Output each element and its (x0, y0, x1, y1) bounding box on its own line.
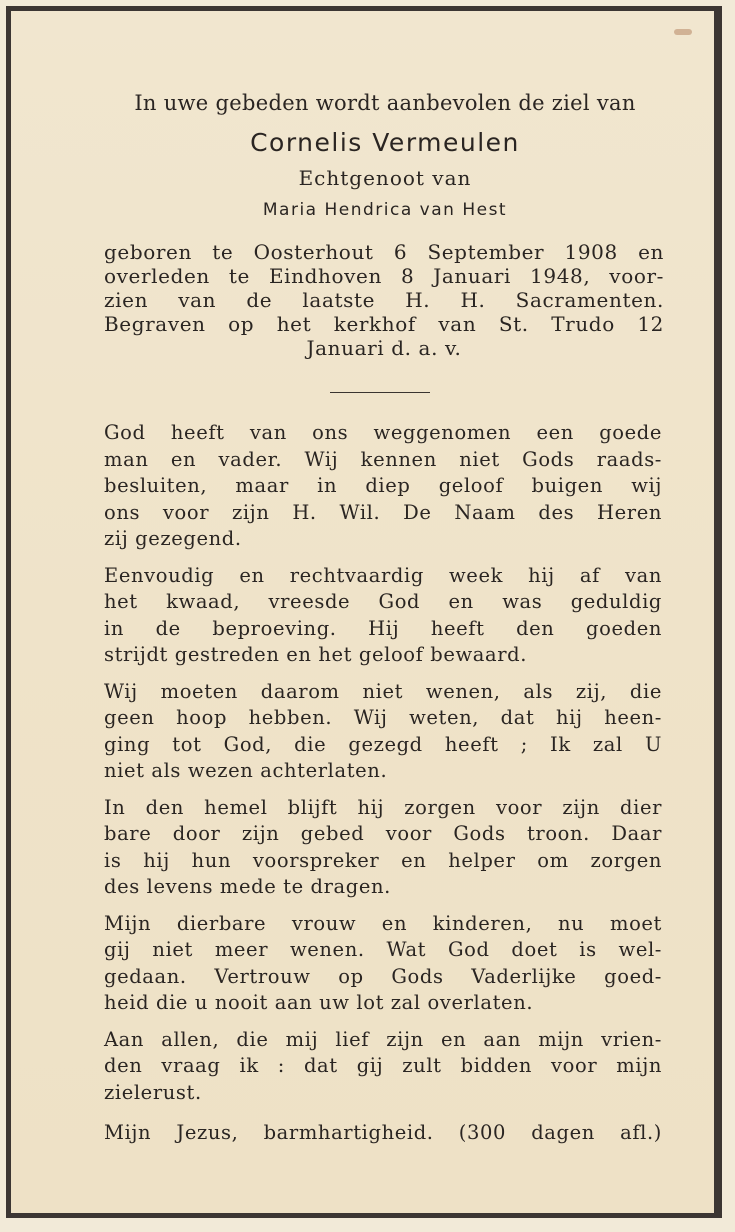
text-line: Eenvoudig en rechtvaardig week hij af van (104, 563, 662, 587)
details-line: Begraven op het kerkhof van St. Trudo 12 (104, 312, 664, 336)
closing-prayer (104, 1120, 662, 1147)
text-line: ons voor zijn H. Wil. De Naam des Heren (104, 500, 662, 524)
details-line: overleden te Eindhoven 8 Januari 1948, voor- (104, 264, 664, 288)
text-line: heid die u nooit aan uw lot zal overlaten. (104, 991, 534, 1014)
text-line: besluiten, maar in diep geloof buigen wij (104, 474, 662, 497)
paragraph (104, 420, 662, 553)
spouse-name: Maria Hendrica van Hest (262, 200, 508, 220)
details-line: geboren te Oosterhout 6 September 1908 en (104, 240, 664, 264)
details-line: zien van de laatste H. H. Sacramenten. (104, 288, 664, 312)
paragraph (104, 911, 662, 1017)
intro-line: In uwe gebeden wordt aanbevolen de ziel van (134, 91, 636, 115)
text-line: man en vader. Wij kennen niet Gods raads- (104, 447, 662, 471)
text-line: des levens mede te dragen. (104, 875, 391, 898)
stain-mark (674, 29, 692, 35)
text-line: Mijn dierbare vrouw en kinderen, nu moet (104, 911, 662, 935)
paragraph (104, 795, 662, 901)
closing-line: Mijn Jezus, barmhartigheid. (300 dagen afl.) (104, 1121, 662, 1144)
text-line: het kwaad, vreesde God en was geduldig (104, 590, 662, 613)
text-line: gedaan. Vertrouw op Gods Vaderlijke goed- (104, 964, 662, 988)
text-line: den vraag ik : dat gij zult bidden voor mijn (104, 1054, 662, 1077)
deceased-name: Cornelis Vermeulen (250, 128, 520, 157)
paragraph (104, 679, 662, 785)
text-line: in de beproeving. Hij heeft den goeden (104, 616, 662, 640)
text-line: niet als wezen achterlaten. (104, 759, 388, 782)
text-line: God heeft van ons weggenomen een goede (104, 421, 662, 444)
text-line: geen hoop hebben. Wij weten, dat hij heen- (104, 706, 662, 729)
text-line: ging tot God, die gezegd heeft ; Ik zal U (104, 732, 662, 756)
prayer-text (104, 420, 662, 1147)
text-line: In den hemel blijft hij zorgen voor zijn dier (104, 795, 662, 819)
relation-line: Echtgenoot van (298, 166, 472, 190)
text-line: Aan allen, die mij lief zijn en aan mijn vrien- (104, 1027, 662, 1051)
text-line: strijdt gestreden en het geloof bewaard. (104, 643, 528, 666)
text-line: Wij moeten daarom niet wenen, als zij, die (104, 679, 662, 703)
card-header (90, 86, 680, 226)
text-line: zielerust. (104, 1080, 202, 1104)
text-line: gij niet meer wenen. Wat God doet is wel- (104, 938, 662, 961)
text-line: bare door zijn gebed voor Gods troon. Daar (104, 822, 662, 845)
divider-rule (330, 392, 430, 393)
text-line: is hij hun voorspreker en helper om zorgen (104, 848, 662, 872)
details-line: Januari d. a. v. (306, 336, 462, 360)
life-details (104, 240, 664, 360)
text-line: zij gezegend. (104, 527, 242, 550)
paragraph (104, 1027, 662, 1107)
paragraph (104, 563, 662, 669)
